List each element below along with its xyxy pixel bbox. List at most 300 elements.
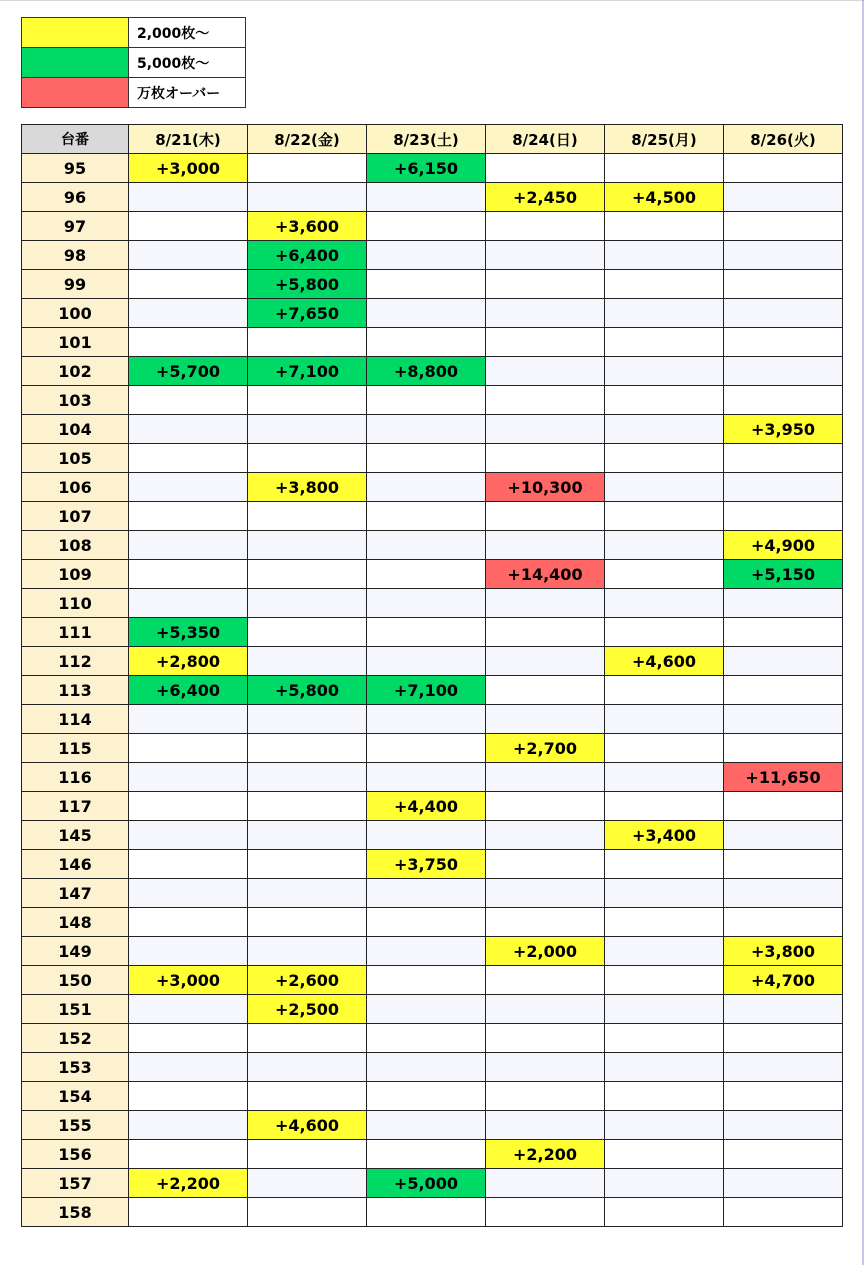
result-cell <box>605 937 724 966</box>
result-cell <box>605 531 724 560</box>
result-cell <box>724 1053 843 1082</box>
result-cell <box>367 299 486 328</box>
machine-number: 101 <box>22 328 129 357</box>
result-cell <box>605 850 724 879</box>
result-cell <box>605 792 724 821</box>
result-cell <box>724 270 843 299</box>
table-row <box>22 850 843 879</box>
result-cell <box>367 1198 486 1227</box>
result-cell <box>724 154 843 183</box>
result-cell <box>129 763 248 792</box>
result-cell <box>367 502 486 531</box>
table-row <box>22 328 843 357</box>
result-cell: +7,100 <box>367 676 486 705</box>
result-cell <box>129 1024 248 1053</box>
table-row <box>22 879 843 908</box>
machine-number: 145 <box>22 821 129 850</box>
result-cell <box>724 183 843 212</box>
machine-number: 154 <box>22 1082 129 1111</box>
result-cell: +3,950 <box>724 415 843 444</box>
result-cell <box>248 1024 367 1053</box>
machine-number: 156 <box>22 1140 129 1169</box>
result-cell <box>367 444 486 473</box>
table-row <box>22 705 843 734</box>
machine-number: 107 <box>22 502 129 531</box>
result-cell <box>248 1140 367 1169</box>
result-cell: +3,750 <box>367 850 486 879</box>
result-cell <box>129 531 248 560</box>
result-cell <box>724 473 843 502</box>
result-cell <box>724 821 843 850</box>
result-cell <box>248 937 367 966</box>
result-cell <box>486 328 605 357</box>
table-header-row <box>22 125 843 154</box>
machine-number: 106 <box>22 473 129 502</box>
result-cell: +3,600 <box>248 212 367 241</box>
result-cell <box>605 154 724 183</box>
legend-row <box>22 48 246 78</box>
table-row <box>22 1169 843 1198</box>
result-cell <box>486 444 605 473</box>
result-cell <box>605 676 724 705</box>
machine-number: 113 <box>22 676 129 705</box>
result-cell <box>367 212 486 241</box>
color-legend <box>21 17 246 108</box>
result-cell <box>605 473 724 502</box>
table-row <box>22 299 843 328</box>
result-cell <box>605 1111 724 1140</box>
machine-number: 157 <box>22 1169 129 1198</box>
machine-number: 100 <box>22 299 129 328</box>
table-row <box>22 821 843 850</box>
table-row <box>22 908 843 937</box>
result-cell: +5,800 <box>248 676 367 705</box>
result-cell <box>486 995 605 1024</box>
result-cell: +2,200 <box>129 1169 248 1198</box>
machine-number: 95 <box>22 154 129 183</box>
result-cell <box>248 589 367 618</box>
table-row <box>22 1024 843 1053</box>
machine-number: 112 <box>22 647 129 676</box>
date-header: 8/26(火) <box>724 125 843 154</box>
result-cell <box>248 821 367 850</box>
result-cell <box>486 1198 605 1227</box>
result-cell: +5,000 <box>367 1169 486 1198</box>
result-cell <box>486 705 605 734</box>
result-cell <box>129 937 248 966</box>
machine-number: 148 <box>22 908 129 937</box>
legend-swatch-green <box>22 48 129 78</box>
result-cell: +4,700 <box>724 966 843 995</box>
result-cell <box>367 328 486 357</box>
result-cell <box>248 792 367 821</box>
result-cell <box>248 705 367 734</box>
result-cell <box>129 908 248 937</box>
result-cell <box>486 647 605 676</box>
result-cell <box>367 763 486 792</box>
date-header: 8/23(土) <box>367 125 486 154</box>
result-cell: +4,900 <box>724 531 843 560</box>
date-header: 8/21(木) <box>129 125 248 154</box>
result-cell <box>129 1111 248 1140</box>
table-row <box>22 589 843 618</box>
result-cell: +3,000 <box>129 966 248 995</box>
result-cell <box>605 589 724 618</box>
result-cell <box>605 705 724 734</box>
table-row <box>22 270 843 299</box>
result-cell: +5,800 <box>248 270 367 299</box>
legend-label: 2,000枚～ <box>129 18 246 48</box>
result-cell <box>248 415 367 444</box>
result-cell <box>486 966 605 995</box>
result-cell <box>367 937 486 966</box>
result-cell <box>724 1169 843 1198</box>
result-cell <box>129 299 248 328</box>
result-cell <box>367 966 486 995</box>
result-cell <box>248 502 367 531</box>
result-cell <box>248 763 367 792</box>
result-cell <box>486 1024 605 1053</box>
result-cell <box>129 386 248 415</box>
result-cell <box>248 618 367 647</box>
machine-number: 117 <box>22 792 129 821</box>
result-cell <box>486 531 605 560</box>
table-row <box>22 1053 843 1082</box>
result-cell <box>605 415 724 444</box>
result-cell <box>605 908 724 937</box>
result-cell <box>724 241 843 270</box>
result-cell <box>367 183 486 212</box>
result-cell <box>248 154 367 183</box>
machine-number: 153 <box>22 1053 129 1082</box>
machine-number: 146 <box>22 850 129 879</box>
result-cell: +8,800 <box>367 357 486 386</box>
result-cell <box>486 241 605 270</box>
table-row <box>22 1140 843 1169</box>
result-cell <box>605 357 724 386</box>
result-cell <box>129 734 248 763</box>
date-header: 8/25(月) <box>605 125 724 154</box>
result-cell: +3,000 <box>129 154 248 183</box>
result-cell <box>605 1082 724 1111</box>
table-row <box>22 241 843 270</box>
result-cell <box>486 908 605 937</box>
result-cell <box>486 270 605 299</box>
result-cell <box>248 850 367 879</box>
result-cell <box>605 328 724 357</box>
result-cell: +5,150 <box>724 560 843 589</box>
result-cell <box>367 589 486 618</box>
result-cell <box>605 1140 724 1169</box>
result-cell <box>248 183 367 212</box>
result-cell <box>129 589 248 618</box>
result-cell <box>129 444 248 473</box>
result-cell <box>129 473 248 502</box>
result-cell <box>724 647 843 676</box>
table-row <box>22 763 843 792</box>
result-cell <box>367 241 486 270</box>
machine-number: 110 <box>22 589 129 618</box>
result-cell <box>486 1169 605 1198</box>
result-cell <box>605 502 724 531</box>
machine-number: 99 <box>22 270 129 299</box>
legend-swatch-yellow <box>22 18 129 48</box>
result-cell <box>129 241 248 270</box>
result-cell <box>724 444 843 473</box>
result-cell <box>129 1198 248 1227</box>
result-cell: +2,000 <box>486 937 605 966</box>
table-row <box>22 647 843 676</box>
result-cell <box>248 734 367 763</box>
result-cell <box>724 995 843 1024</box>
machine-number-header: 台番 <box>22 125 129 154</box>
result-cell <box>605 966 724 995</box>
result-cell <box>486 618 605 647</box>
result-cell <box>724 792 843 821</box>
result-cell <box>724 502 843 531</box>
result-cell <box>367 1053 486 1082</box>
table-row <box>22 183 843 212</box>
result-cell: +2,800 <box>129 647 248 676</box>
result-cell <box>486 299 605 328</box>
machine-number: 98 <box>22 241 129 270</box>
result-cell <box>367 531 486 560</box>
result-cell <box>486 792 605 821</box>
result-cell <box>129 1140 248 1169</box>
result-cell <box>605 618 724 647</box>
result-cell: +14,400 <box>486 560 605 589</box>
table-row <box>22 357 843 386</box>
table-row <box>22 1082 843 1111</box>
result-cell: +6,400 <box>129 676 248 705</box>
result-cell: +6,150 <box>367 154 486 183</box>
table-row <box>22 995 843 1024</box>
result-cell: +2,450 <box>486 183 605 212</box>
result-cell <box>486 676 605 705</box>
machine-number: 111 <box>22 618 129 647</box>
result-cell <box>605 1198 724 1227</box>
result-cell <box>129 560 248 589</box>
result-cell <box>605 1053 724 1082</box>
machine-number: 149 <box>22 937 129 966</box>
result-cell <box>129 850 248 879</box>
result-cell <box>367 270 486 299</box>
result-cell <box>367 908 486 937</box>
result-cell: +10,300 <box>486 473 605 502</box>
result-cell <box>724 734 843 763</box>
result-cell <box>129 1082 248 1111</box>
table-row <box>22 966 843 995</box>
legend-row <box>22 18 246 48</box>
table-row <box>22 792 843 821</box>
machine-number: 115 <box>22 734 129 763</box>
result-cell <box>367 1140 486 1169</box>
table-row <box>22 531 843 560</box>
machine-number: 97 <box>22 212 129 241</box>
machine-number: 150 <box>22 966 129 995</box>
result-cell <box>248 328 367 357</box>
result-cell: +11,650 <box>724 763 843 792</box>
result-cell <box>486 386 605 415</box>
result-cell <box>129 705 248 734</box>
result-cell <box>129 183 248 212</box>
result-cell: +2,600 <box>248 966 367 995</box>
result-cell <box>486 1111 605 1140</box>
machine-number: 155 <box>22 1111 129 1140</box>
table-row <box>22 676 843 705</box>
result-cell <box>724 328 843 357</box>
result-cell <box>129 415 248 444</box>
result-cell <box>724 850 843 879</box>
result-cell <box>367 473 486 502</box>
result-cell <box>724 908 843 937</box>
machine-number: 158 <box>22 1198 129 1227</box>
result-cell <box>605 995 724 1024</box>
result-cell <box>605 241 724 270</box>
result-cell <box>367 705 486 734</box>
table-row <box>22 560 843 589</box>
result-cell <box>486 502 605 531</box>
result-cell <box>248 444 367 473</box>
result-cell <box>367 1024 486 1053</box>
result-cell <box>605 1169 724 1198</box>
date-header: 8/24(日) <box>486 125 605 154</box>
result-cell <box>724 386 843 415</box>
machine-number: 147 <box>22 879 129 908</box>
result-cell <box>605 270 724 299</box>
result-cell <box>605 560 724 589</box>
legend-label: 万枚オーバー <box>129 78 246 108</box>
result-cell <box>248 560 367 589</box>
result-cell <box>724 212 843 241</box>
result-cell <box>129 502 248 531</box>
result-cell <box>605 386 724 415</box>
result-cell <box>367 618 486 647</box>
result-cell <box>605 444 724 473</box>
table-body <box>22 154 843 1227</box>
result-cell <box>486 1082 605 1111</box>
result-cell <box>248 1198 367 1227</box>
result-cell <box>248 908 367 937</box>
result-cell: +3,800 <box>724 937 843 966</box>
result-cell <box>129 270 248 299</box>
result-cell: +2,200 <box>486 1140 605 1169</box>
result-cell: +7,100 <box>248 357 367 386</box>
result-cell: +3,800 <box>248 473 367 502</box>
table-row <box>22 1111 843 1140</box>
machine-number: 114 <box>22 705 129 734</box>
result-cell <box>248 879 367 908</box>
result-cell: +7,650 <box>248 299 367 328</box>
machine-number: 109 <box>22 560 129 589</box>
result-cell <box>367 647 486 676</box>
result-cell <box>486 212 605 241</box>
machine-number: 151 <box>22 995 129 1024</box>
result-cell <box>486 1053 605 1082</box>
result-cell <box>248 1169 367 1198</box>
result-cell <box>367 879 486 908</box>
table-row <box>22 154 843 183</box>
table-row <box>22 386 843 415</box>
result-cell <box>129 328 248 357</box>
result-cell <box>367 1082 486 1111</box>
machine-number: 108 <box>22 531 129 560</box>
results-table <box>21 124 843 1227</box>
result-cell <box>129 995 248 1024</box>
machine-number: 105 <box>22 444 129 473</box>
result-cell: +6,400 <box>248 241 367 270</box>
result-cell <box>724 589 843 618</box>
legend-swatch-red <box>22 78 129 108</box>
machine-number: 103 <box>22 386 129 415</box>
result-cell: +2,500 <box>248 995 367 1024</box>
result-cell <box>724 1082 843 1111</box>
result-cell <box>129 821 248 850</box>
result-cell <box>367 560 486 589</box>
result-cell <box>486 850 605 879</box>
table-row <box>22 415 843 444</box>
result-cell <box>605 763 724 792</box>
legend-label: 5,000枚～ <box>129 48 246 78</box>
machine-number: 152 <box>22 1024 129 1053</box>
result-cell <box>129 212 248 241</box>
result-cell: +3,400 <box>605 821 724 850</box>
table-row <box>22 1198 843 1227</box>
result-cell <box>486 154 605 183</box>
result-cell <box>248 1082 367 1111</box>
result-cell <box>724 1024 843 1053</box>
result-cell <box>486 415 605 444</box>
result-cell <box>486 879 605 908</box>
top-border-line <box>0 0 864 1</box>
result-cell <box>486 589 605 618</box>
result-cell <box>724 1111 843 1140</box>
result-cell <box>605 299 724 328</box>
result-cell <box>724 676 843 705</box>
result-cell <box>724 879 843 908</box>
result-cell <box>486 821 605 850</box>
result-cell <box>248 1053 367 1082</box>
result-cell <box>724 299 843 328</box>
machine-number: 104 <box>22 415 129 444</box>
result-cell <box>129 879 248 908</box>
result-cell: +5,700 <box>129 357 248 386</box>
date-header: 8/22(金) <box>248 125 367 154</box>
result-cell <box>367 1111 486 1140</box>
result-cell <box>605 879 724 908</box>
table-row <box>22 444 843 473</box>
result-cell <box>486 763 605 792</box>
result-cell <box>605 1024 724 1053</box>
machine-number: 116 <box>22 763 129 792</box>
legend-row <box>22 78 246 108</box>
result-cell: +4,400 <box>367 792 486 821</box>
result-cell <box>248 531 367 560</box>
result-cell <box>367 821 486 850</box>
result-cell <box>248 647 367 676</box>
result-cell: +4,500 <box>605 183 724 212</box>
result-cell: +4,600 <box>248 1111 367 1140</box>
result-cell <box>724 1140 843 1169</box>
table-row <box>22 734 843 763</box>
result-cell <box>605 734 724 763</box>
result-cell <box>605 212 724 241</box>
result-cell <box>367 734 486 763</box>
table-row <box>22 473 843 502</box>
result-cell <box>367 415 486 444</box>
result-cell: +2,700 <box>486 734 605 763</box>
result-cell <box>367 386 486 415</box>
